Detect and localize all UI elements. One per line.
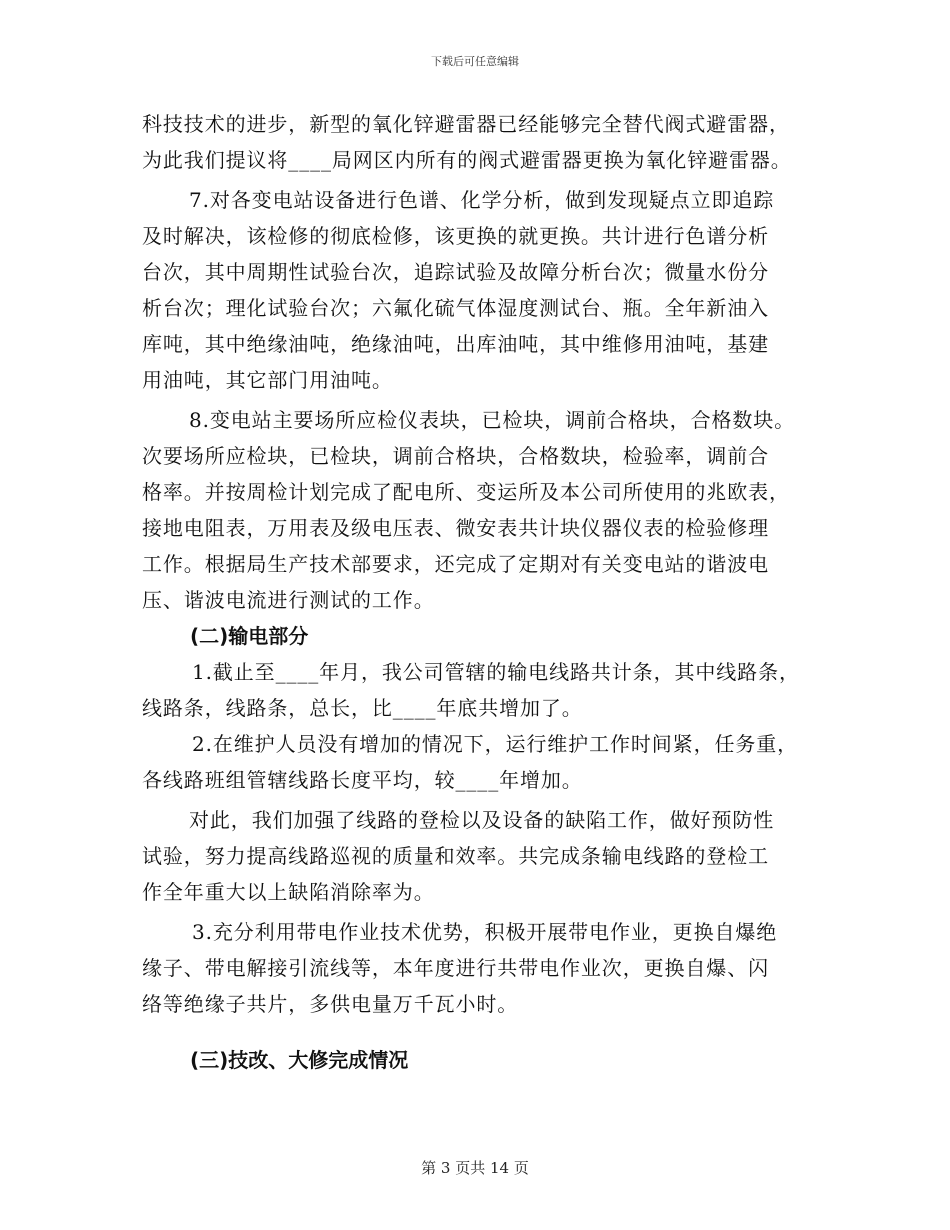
text-line: 缘子、带电解接引流线等，本年度进行共带电作业次，更换自爆、闪	[142, 956, 769, 980]
text-line: 试验，努力提高线路巡视的质量和效率。共完成条输电线路的登检工	[142, 844, 769, 868]
text-line: 1.截止至____年月，我公司管辖的输电线路共计条，其中线路条，	[192, 660, 800, 684]
document-body	[142, 106, 822, 1078]
text-line: 3.充分利用带电作业技术优势，积极开展带电作业，更换自爆绝	[192, 920, 778, 944]
text-line: 库吨，其中绝缘油吨，绝缘油吨，出库油吨，其中维修用油吨，基建	[142, 332, 769, 356]
text-line: 线路条，线路条，总长，比____年底共增加了。	[142, 696, 583, 720]
text-line: 及时解决，该检修的彻底检修，该更换的就更换。共计进行色谱分析	[142, 224, 769, 248]
text-line: 为此我们提议将____局网区内所有的阀式避雷器更换为氧化锌避雷器。	[142, 148, 792, 172]
section-heading: (三)技改、大修完成情况	[190, 1048, 409, 1072]
text-line: 接地电阻表，万用表及级电压表、微安表共计块仪器仪表的检验修理	[142, 516, 769, 540]
text-line: 络等绝缘子共片，多供电量万千瓦小时。	[142, 992, 519, 1016]
text-line: 压、谐波电流进行测试的工作。	[142, 588, 435, 612]
paragraph	[142, 654, 822, 726]
text-line: 析台次；理化试验台次；六氟化硫气体湿度测试台、瓶。全年新油入	[142, 296, 769, 320]
text-line: 台次，其中周期性试验台次，追踪试验及故障分析台次；微量水份分	[142, 260, 769, 284]
page-number: 第 3 页共 14 页	[421, 1159, 529, 1177]
section-heading: (二)输电部分	[190, 624, 309, 648]
paragraph	[142, 106, 822, 178]
text-line: 对此，我们加强了线路的登检以及设备的缺陷工作，做好预防性	[189, 808, 775, 832]
paragraph	[142, 802, 822, 910]
text-line: 格率。并按周检计划完成了配电所、变运所及本公司所使用的兆欧表，	[142, 480, 790, 504]
text-line: 次要场所应检块，已检块，调前合格块，合格数块，检验率，调前合	[142, 444, 769, 468]
text-line: 7.对各变电站设备进行色谱、化学分析，做到发现疑点立即追踪	[189, 188, 775, 212]
paragraph	[142, 182, 822, 398]
paragraph	[142, 726, 822, 798]
text-line: 8.变电站主要场所应检仪表块，已检块，调前合格块，合格数块。	[189, 408, 796, 432]
text-line: 2.在维护人员没有增加的情况下，运行维护工作时间紧，任务重，	[192, 732, 799, 756]
text-line: 各线路班组管辖线路长度平均，较____年增加。	[142, 768, 583, 792]
page-header: 下载后可任意编辑	[431, 55, 519, 68]
paragraph	[142, 914, 822, 1022]
paragraph	[142, 402, 822, 618]
text-line: 科技技术的进步，新型的氧化锌避雷器已经能够完全替代阀式避雷器，	[142, 112, 790, 136]
text-line: 作全年重大以上缺陷消除率为。	[142, 880, 435, 904]
text-line: 用油吨，其它部门用油吨。	[142, 368, 393, 392]
text-line: 工作。根据局生产技术部要求，还完成了定期对有关变电站的谐波电	[142, 552, 769, 576]
